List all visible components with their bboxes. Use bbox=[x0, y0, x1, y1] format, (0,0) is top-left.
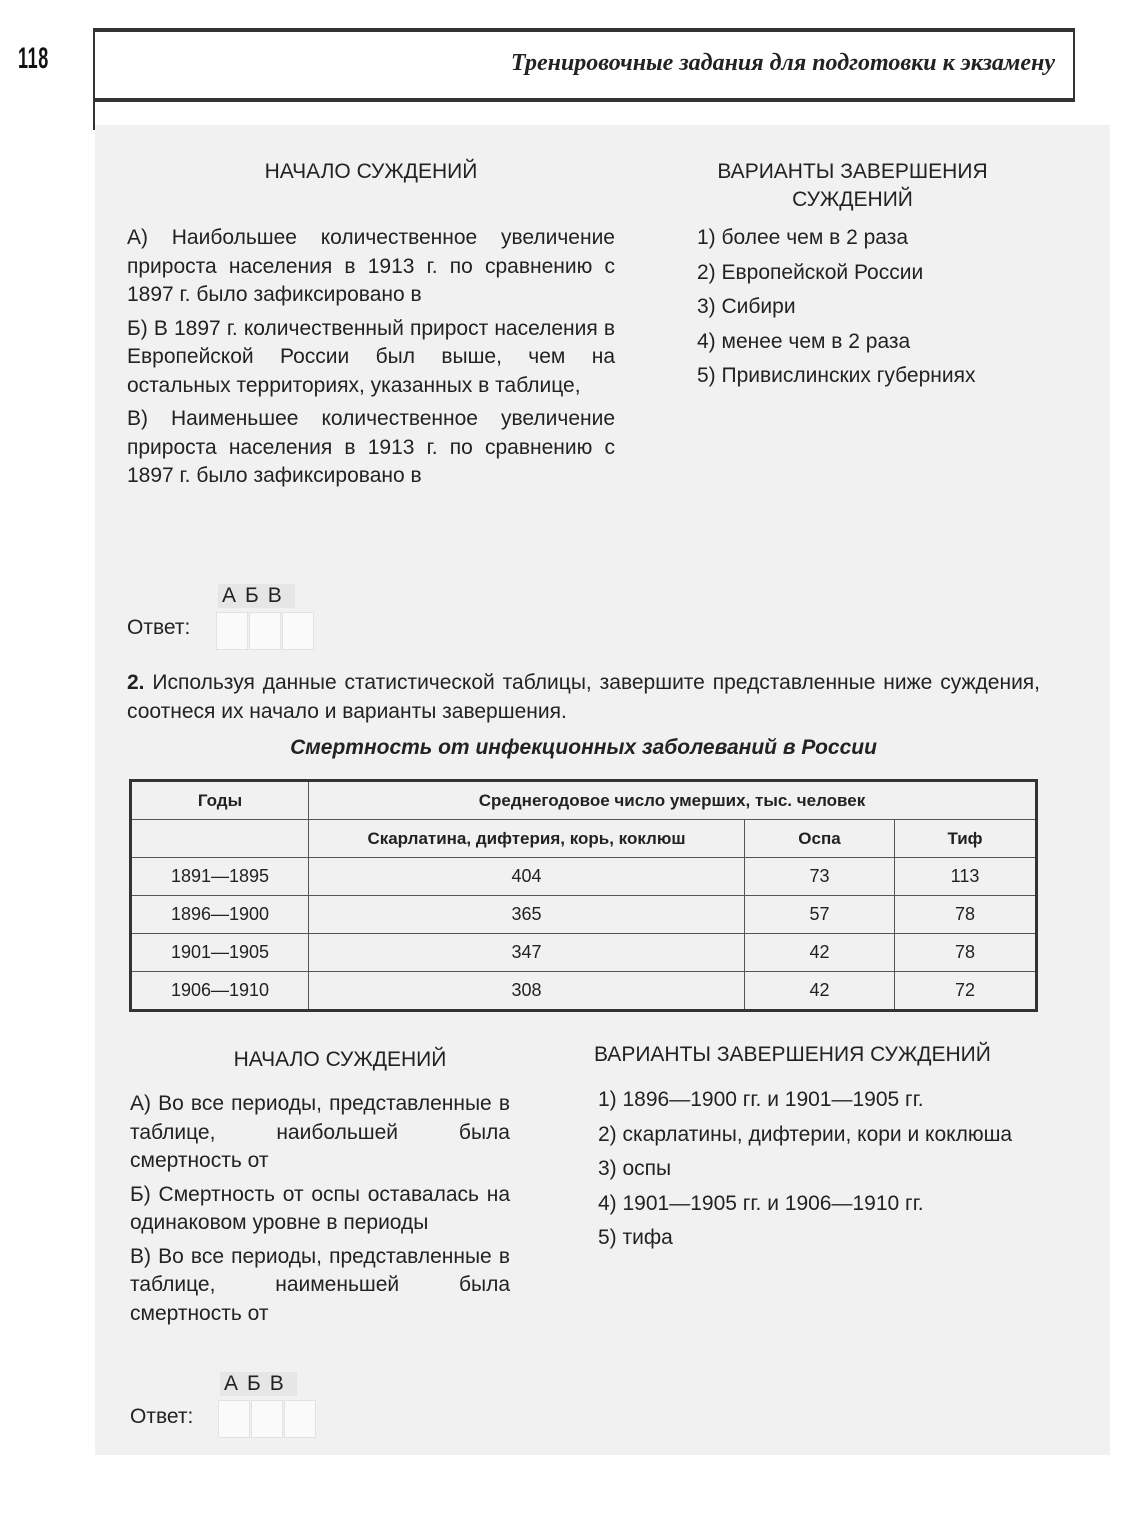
answer-box-c[interactable] bbox=[282, 612, 314, 650]
answer-box-b[interactable] bbox=[249, 612, 281, 650]
task1-option: 5) Привислинских губерниях bbox=[697, 364, 976, 387]
table-row bbox=[131, 972, 1037, 1011]
task2-start-a: А) Во все периоды, представленные в таблице, наибольшей была смертность от bbox=[130, 1092, 510, 1172]
task1-right-heading: ВАРИАНТЫ ЗАВЕРШЕНИЯ СУЖДЕНИЙ bbox=[717, 160, 988, 211]
cell: 1891—1895 bbox=[131, 858, 309, 896]
task2-right-heading: ВАРИАНТЫ ЗАВЕРШЕНИЯ СУЖДЕНИЙ bbox=[594, 1043, 991, 1066]
task1-start-c: В) Наименьшее количественное увеличение прироста населения в 1913 г. по сравнению с 1897 г. было зафиксировано в bbox=[127, 407, 615, 487]
answer-box-b[interactable] bbox=[251, 1400, 283, 1438]
task2-answer-letters: АБВ bbox=[220, 1372, 297, 1396]
task1-start-b: Б) В 1897 г. количественный прирост населения в Европейской России был выше, чем на остальных территориях, указанных в таблице, bbox=[127, 316, 615, 397]
task1-answer-letters: АБВ bbox=[218, 584, 295, 608]
cell: 73 bbox=[745, 858, 895, 896]
empty-cell bbox=[131, 820, 309, 858]
task2-option: 1) 1896—1900 гг. и 1901—1905 гг. bbox=[598, 1088, 924, 1111]
cell: 78 bbox=[895, 934, 1037, 972]
task2-answer-label: Ответ: bbox=[130, 1405, 194, 1428]
col-header-scarlet: Скарлатина, дифтерия, корь, коклюш bbox=[309, 820, 745, 858]
task2-left-heading: НАЧАЛО СУЖДЕНИЙ bbox=[233, 1048, 447, 1071]
task2-start-b: Б) Смертность от оспы оставалась на одинаковом уровне в периоды bbox=[130, 1182, 510, 1234]
cell: 404 bbox=[309, 858, 745, 896]
task1-options bbox=[697, 224, 1057, 397]
cell: 347 bbox=[309, 934, 745, 972]
cell: 57 bbox=[745, 896, 895, 934]
cell: 308 bbox=[309, 972, 745, 1011]
task2-starts bbox=[130, 1090, 510, 1333]
col-header-years: Годы bbox=[131, 781, 309, 820]
page-number: 118 bbox=[18, 42, 49, 75]
task2-number: 2. bbox=[127, 671, 145, 694]
cell: 1906—1910 bbox=[131, 972, 309, 1011]
col-header-group: Среднегодовое число умерших, тыс. человек bbox=[309, 781, 1037, 820]
cell: 78 bbox=[895, 896, 1037, 934]
cell: 365 bbox=[309, 896, 745, 934]
header-title: Тренировочные задания для подготовки к экзамену bbox=[510, 50, 1055, 76]
cell: 1896—1900 bbox=[131, 896, 309, 934]
cell: 113 bbox=[895, 858, 1037, 896]
task1-option: 4) менее чем в 2 раза bbox=[697, 329, 911, 353]
task2-options bbox=[598, 1086, 1048, 1259]
cell: 72 bbox=[895, 972, 1037, 1011]
mortality-table bbox=[129, 779, 1038, 1012]
task2-prompt bbox=[127, 669, 1040, 726]
task1-starts bbox=[127, 224, 615, 496]
task2-option: 4) 1901—1905 гг. и 1906—1910 гг. bbox=[598, 1191, 924, 1215]
answer-box-a[interactable] bbox=[218, 1400, 250, 1438]
task2-prompt-text: Используя данные статистической таблицы, завершите представленные ниже суждения, соотнеся их начало и варианты завершения. bbox=[127, 671, 1041, 723]
task2-option: 2) скарлатины, дифтерии, кори и коклюша bbox=[598, 1122, 1013, 1146]
table-row bbox=[131, 858, 1037, 896]
table-row bbox=[131, 934, 1037, 972]
cell: 1901—1905 bbox=[131, 934, 309, 972]
task1-option: 2) Европейской России bbox=[697, 260, 924, 284]
task1-option: 1) более чем в 2 раза bbox=[697, 226, 909, 249]
task2-start-c: В) Во все периоды, представленные в таблице, наименьшей была смертность от bbox=[130, 1244, 510, 1325]
task1-option: 3) Сибири bbox=[697, 295, 796, 318]
task1-answer-label: Ответ: bbox=[127, 616, 191, 639]
col-header-typhus: Тиф bbox=[895, 820, 1037, 858]
task1-left-heading: НАЧАЛО СУЖДЕНИЙ bbox=[264, 160, 478, 183]
col-header-smallpox: Оспа bbox=[745, 820, 895, 858]
running-header bbox=[93, 28, 1075, 102]
cell: 42 bbox=[745, 972, 895, 1011]
answer-box-a[interactable] bbox=[216, 612, 248, 650]
cell: 42 bbox=[745, 934, 895, 972]
task1-start-a: А) Наибольшее количественное увеличение прироста населения в 1913 г. по сравнению с 1897 г. было зафиксировано в bbox=[127, 226, 615, 306]
table-row bbox=[131, 896, 1037, 934]
table-title: Смертность от инфекционных заболеваний в России bbox=[290, 736, 877, 759]
task2-option: 3) оспы bbox=[598, 1157, 672, 1180]
task2-option: 5) тифа bbox=[598, 1226, 673, 1249]
answer-box-c[interactable] bbox=[284, 1400, 316, 1438]
